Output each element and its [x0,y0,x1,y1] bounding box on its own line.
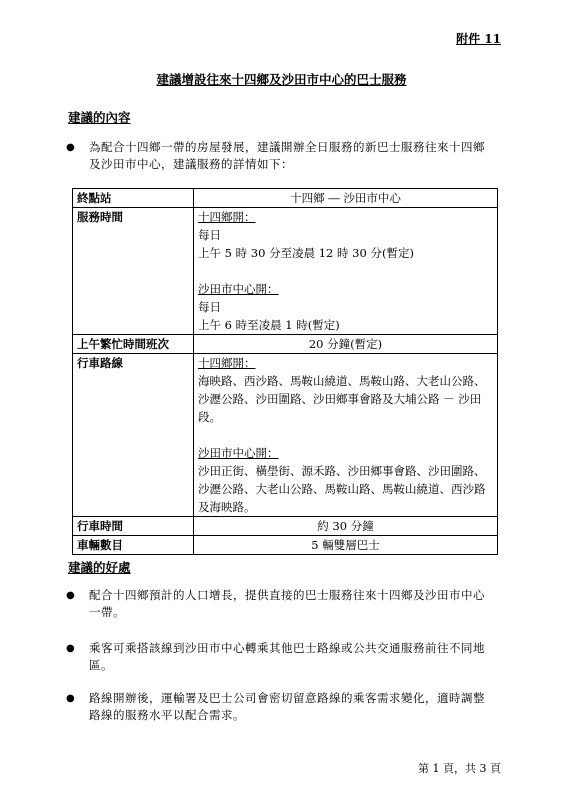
document-title: 建議增設往來十四鄉及沙田市中心的巴士服務 [156,72,407,87]
journey-time-label: 行車時間 [73,517,194,536]
bullet-icon: ● [66,693,75,704]
table-row [73,335,498,354]
hours-direction-2-time: 上午 6 時至凌晨 1 時(暫定) [198,318,340,332]
bullet-icon: ● [66,643,75,654]
peak-frequency-label: 上午繁忙時間班次 [73,335,194,354]
hours-direction-2: 沙田市中心開： [198,282,279,296]
service-hours-label: 服務時間 [73,208,194,335]
route-label: 行車路線 [73,354,194,517]
fleet-size-value: 5 輛雙層巴士 [194,536,498,555]
table-row [73,536,498,555]
hours-direction-1-frequency: 每日 [198,228,221,242]
terminus-value: 十四鄉 ― 沙田市中心 [194,189,498,208]
route-direction-2: 沙田市中心開： [198,446,279,460]
table-row [73,354,498,517]
route-direction-2-text: 沙田正街、橫壆街、源禾路、沙田鄉事會路、沙田圍路、沙瀝公路、大老山公路、馬鞍山路、馬鞍山繞道、西沙路及海映路。 [198,464,486,514]
table-row [73,208,498,335]
page-number: 第 1 頁，共 3 頁 [418,762,501,775]
hours-direction-2-frequency: 每日 [198,300,221,314]
annex-label: 附件 11 [456,32,501,46]
fleet-size-label: 車輛數目 [73,536,194,555]
route-direction-1: 十四鄉開： [198,356,256,370]
section-heading-proposal: 建議的內容 [68,110,131,125]
service-hours-value [194,208,498,335]
route-direction-1-text: 海映路、西沙路、馬鞍山繞道、馬鞍山路、大老山公路、沙瀝公路、沙田圍路、沙田鄉事會路及大埔公路 － 沙田段。 [198,374,486,424]
section-heading-benefits: 建議的好處 [68,560,131,575]
journey-time-value: 約 30 分鐘 [194,517,498,536]
proposal-paragraph: 為配合十四鄉一帶的房屋發展，建議開辦全日服務的新巴士服務往來十四鄉及沙田市中心，建議服務的詳情如下： [89,140,485,171]
peak-frequency-value: 20 分鐘(暫定) [194,335,498,354]
hours-direction-1-time: 上午 5 時 30 分至凌晨 12 時 30 分(暫定) [198,246,414,260]
benefit-item: 配合十四鄉預計的人口增長，提供直接的巴士服務往來十四鄉及沙田市中心一帶。 [89,588,485,619]
table-row [73,189,498,208]
benefit-item: 路線開辦後，運輸署及巴士公司會密切留意路線的乘客需求變化，適時調整路線的服務水平以配合需求。 [89,691,485,722]
benefit-item: 乘客可乘搭該線到沙田市中心轉乘其他巴士路線或公共交通服務前往不同地區。 [89,641,485,672]
hours-direction-1: 十四鄉開： [198,210,256,224]
bullet-icon: ● [66,590,75,601]
table-row [73,517,498,536]
bullet-icon: ● [66,142,75,153]
terminus-label: 終點站 [73,189,194,208]
service-details-table [72,188,498,555]
route-value [194,354,498,517]
